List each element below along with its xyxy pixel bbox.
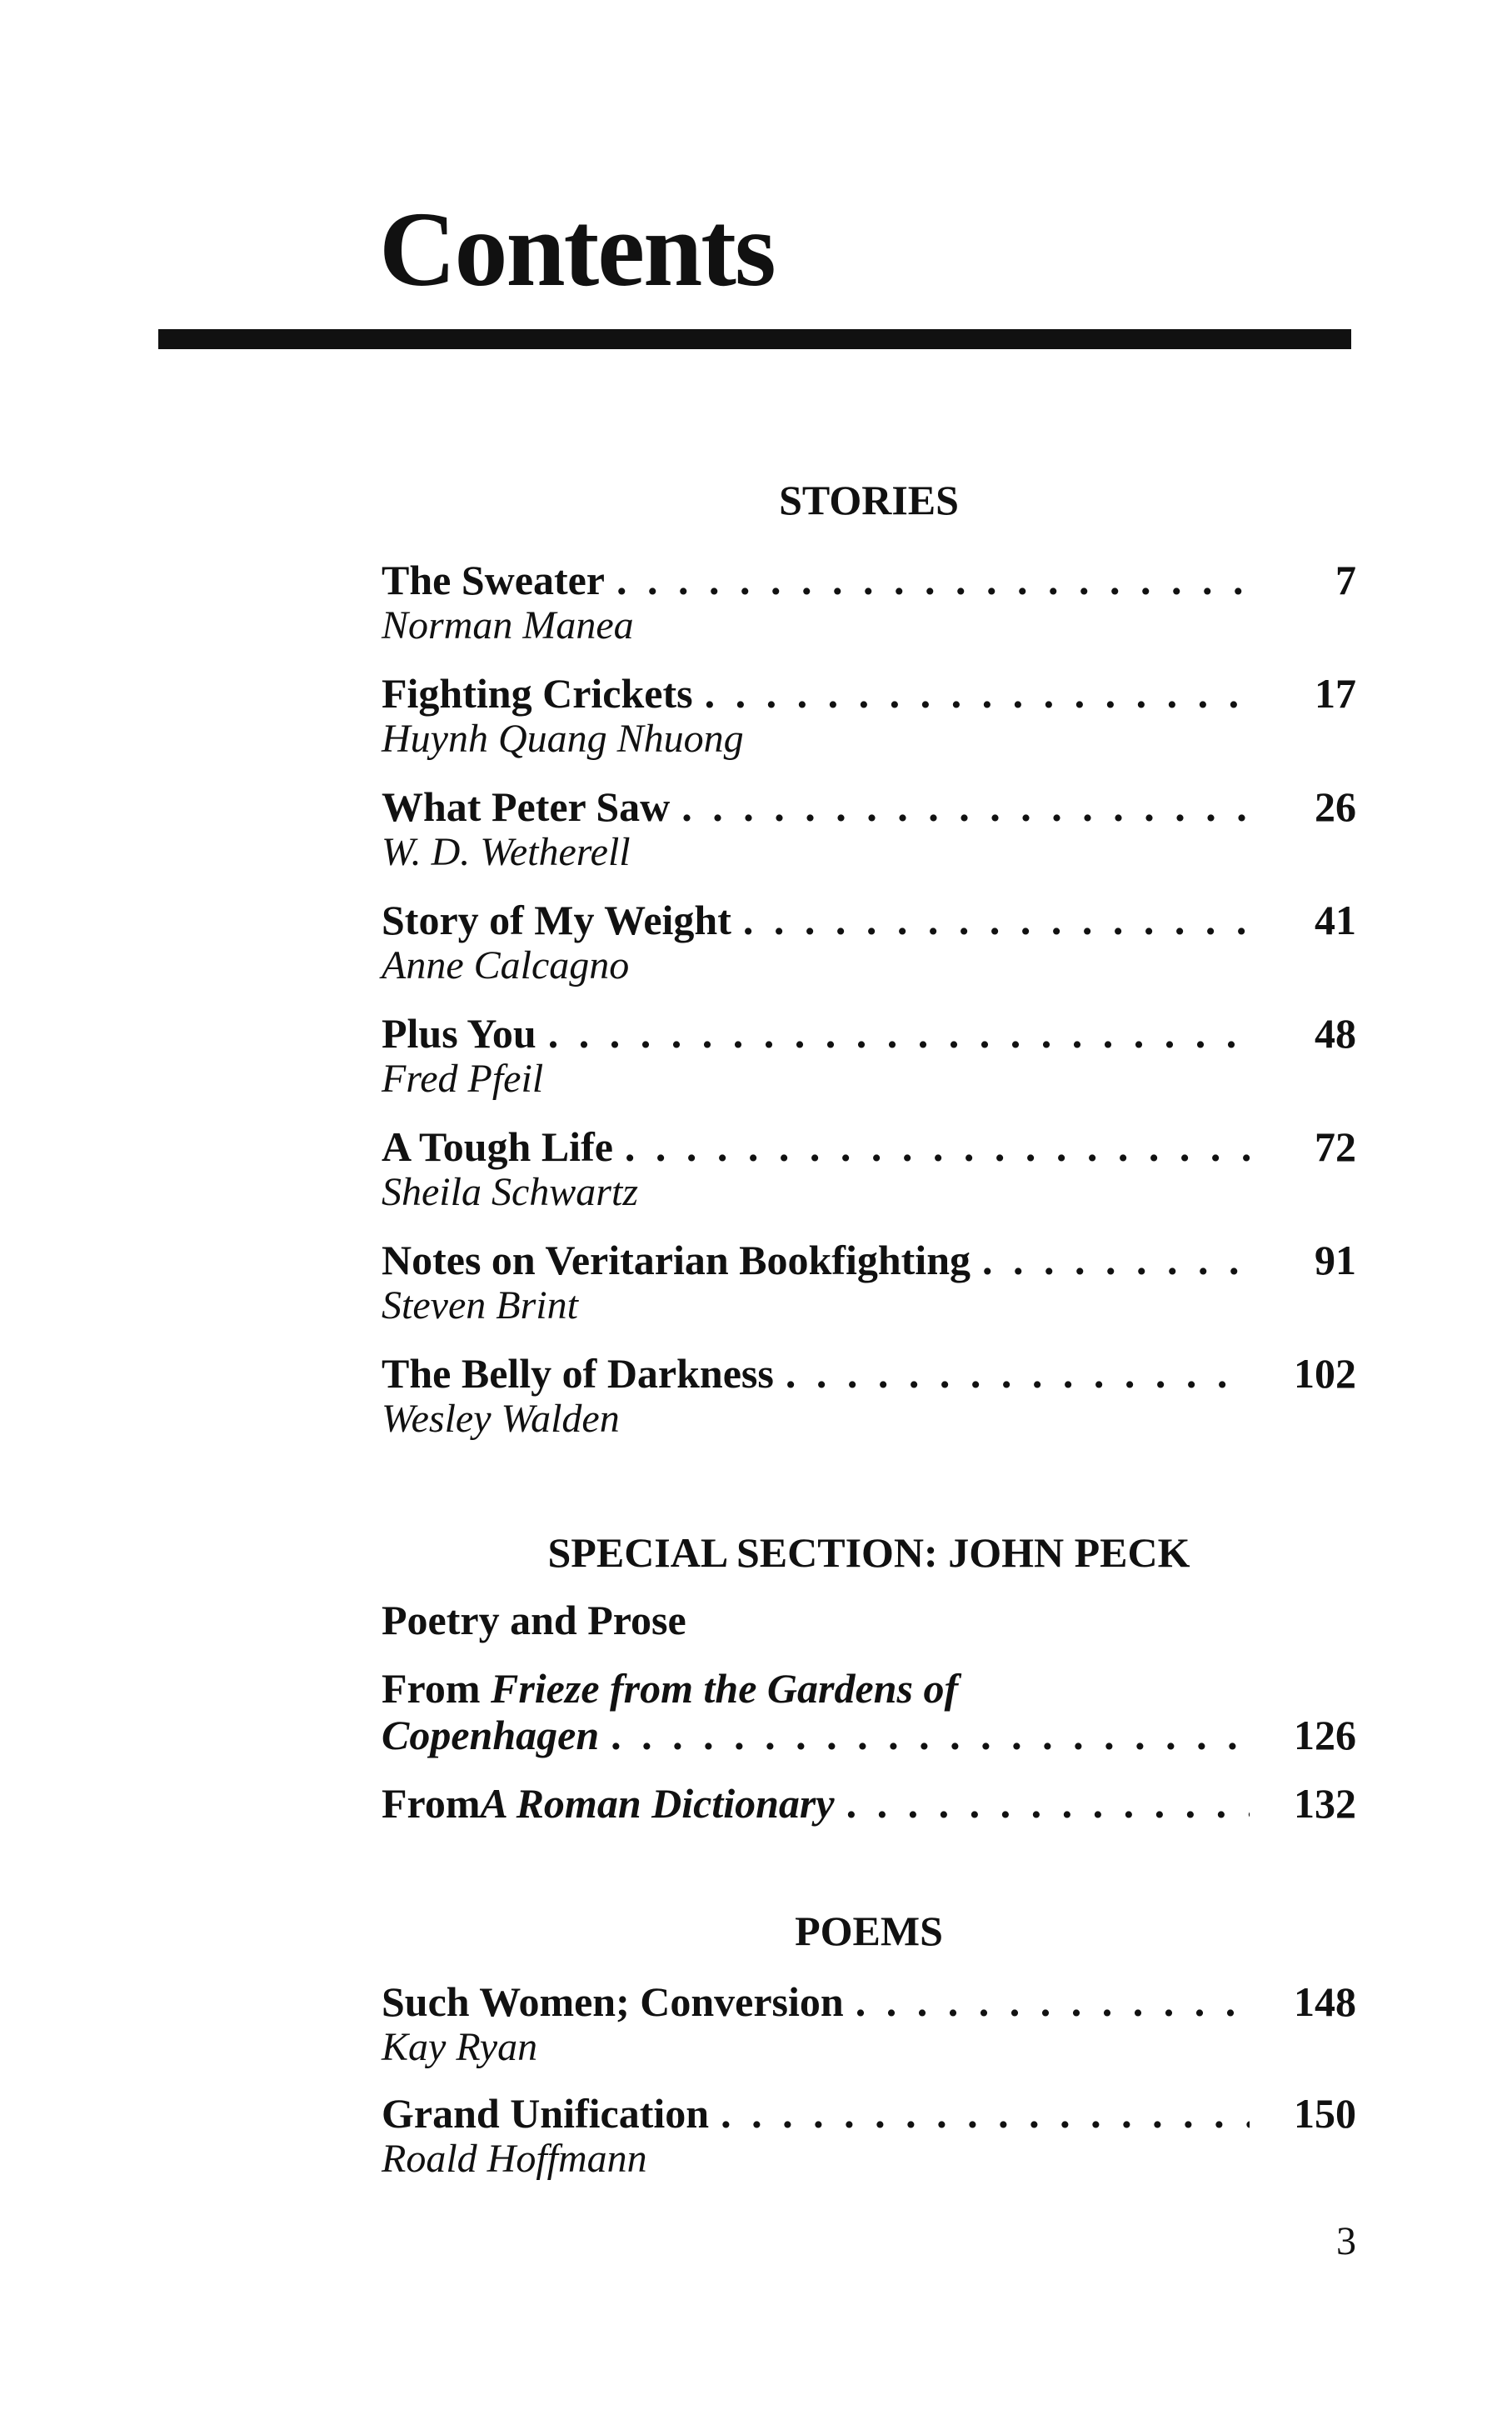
entry-title: Frieze from the Gardens of	[490, 1665, 959, 1712]
dot-leader	[616, 557, 1250, 603]
entry-title: Grand Unification	[382, 2090, 710, 2137]
toc-entry	[382, 897, 1356, 988]
entry-prefix: From	[382, 1665, 491, 1712]
dot-leader	[743, 897, 1250, 943]
toc-entry	[382, 1780, 1356, 1827]
toc-entry	[382, 557, 1356, 648]
entry-prefix: From	[382, 1780, 481, 1827]
page-number: 91	[1315, 1237, 1356, 1283]
dot-leader	[625, 1123, 1250, 1170]
special-subheading	[382, 1597, 1356, 1643]
toc-entry	[382, 670, 1356, 762]
entry-author: Anne Calcagno	[382, 943, 630, 988]
special-section	[382, 1529, 1356, 1576]
entry-author: Huynh Quang Nhuong	[382, 717, 744, 761]
subheading: Poetry and Prose	[382, 1597, 686, 1643]
entry-title: Notes on Veritarian Bookfighting	[382, 1237, 971, 1283]
dot-leader	[721, 2090, 1250, 2137]
section-heading-stories: STORIES	[779, 477, 959, 523]
toc-entry	[382, 783, 1356, 875]
page-number: 126	[1294, 1712, 1356, 1758]
toc-entry	[382, 1350, 1356, 1442]
entry-author: Fred Pfeil	[382, 1057, 544, 1101]
dot-leader	[786, 1350, 1250, 1397]
page-number: 17	[1315, 670, 1356, 717]
page-number: 48	[1315, 1010, 1356, 1057]
page-number: 132	[1294, 1780, 1356, 1827]
entry-author: Steven Brint	[382, 1283, 578, 1328]
page-number: 7	[1335, 557, 1356, 603]
page-number: 102	[1294, 1350, 1356, 1397]
page-title: Contents	[379, 190, 775, 308]
dot-leader	[548, 1010, 1250, 1057]
stories-section	[382, 479, 1356, 521]
dot-leader	[856, 1978, 1250, 2025]
entry-title: Such Women; Conversion	[382, 1978, 844, 2025]
dot-leader	[611, 1712, 1250, 1758]
entry-author: Kay Ryan	[382, 2025, 538, 2069]
entry-title-continued: Copenhagen	[382, 1712, 600, 1758]
entry-author: Roald Hoffmann	[382, 2137, 647, 2181]
page-number: 148	[1294, 1978, 1356, 2025]
entry-title: The Sweater	[382, 557, 605, 603]
dot-leader	[705, 670, 1250, 717]
toc-entry	[382, 1665, 1356, 1758]
entry-title: A Roman Dictionary	[480, 1780, 835, 1827]
entry-author: W. D. Wetherell	[382, 830, 631, 874]
entry-author: Norman Manea	[382, 603, 634, 648]
page-number: 26	[1315, 783, 1356, 830]
dot-leader	[846, 1780, 1250, 1827]
entry-title: The Belly of Darkness	[382, 1350, 774, 1397]
page-number: 41	[1315, 897, 1356, 943]
entry-title: A Tough Life	[382, 1123, 613, 1170]
entry-title: Story of My Weight	[382, 897, 731, 943]
page-number: 72	[1315, 1123, 1356, 1170]
title-rule	[158, 329, 1351, 349]
dot-leader	[982, 1237, 1250, 1283]
entry-author: Sheila Schwartz	[382, 1170, 638, 1214]
entry-title: What Peter Saw	[382, 783, 671, 830]
section-heading-special: SPECIAL SECTION: JOHN PECK	[547, 1529, 1190, 1576]
page-number-footer: 3	[1336, 2219, 1356, 2263]
toc-entry	[382, 1978, 1356, 2070]
poems-section	[382, 1910, 1356, 1952]
section-heading-poems: POEMS	[795, 1908, 943, 1954]
toc-entry	[382, 1237, 1356, 1328]
dot-leader	[681, 783, 1250, 830]
entry-author: Wesley Walden	[382, 1397, 620, 1441]
toc-entry	[382, 1010, 1356, 1102]
toc-entry	[382, 2090, 1356, 2182]
entry-title: Plus You	[382, 1010, 536, 1057]
entry-title: Fighting Crickets	[382, 670, 693, 717]
toc-entry	[382, 1123, 1356, 1215]
page-number: 150	[1294, 2090, 1356, 2137]
